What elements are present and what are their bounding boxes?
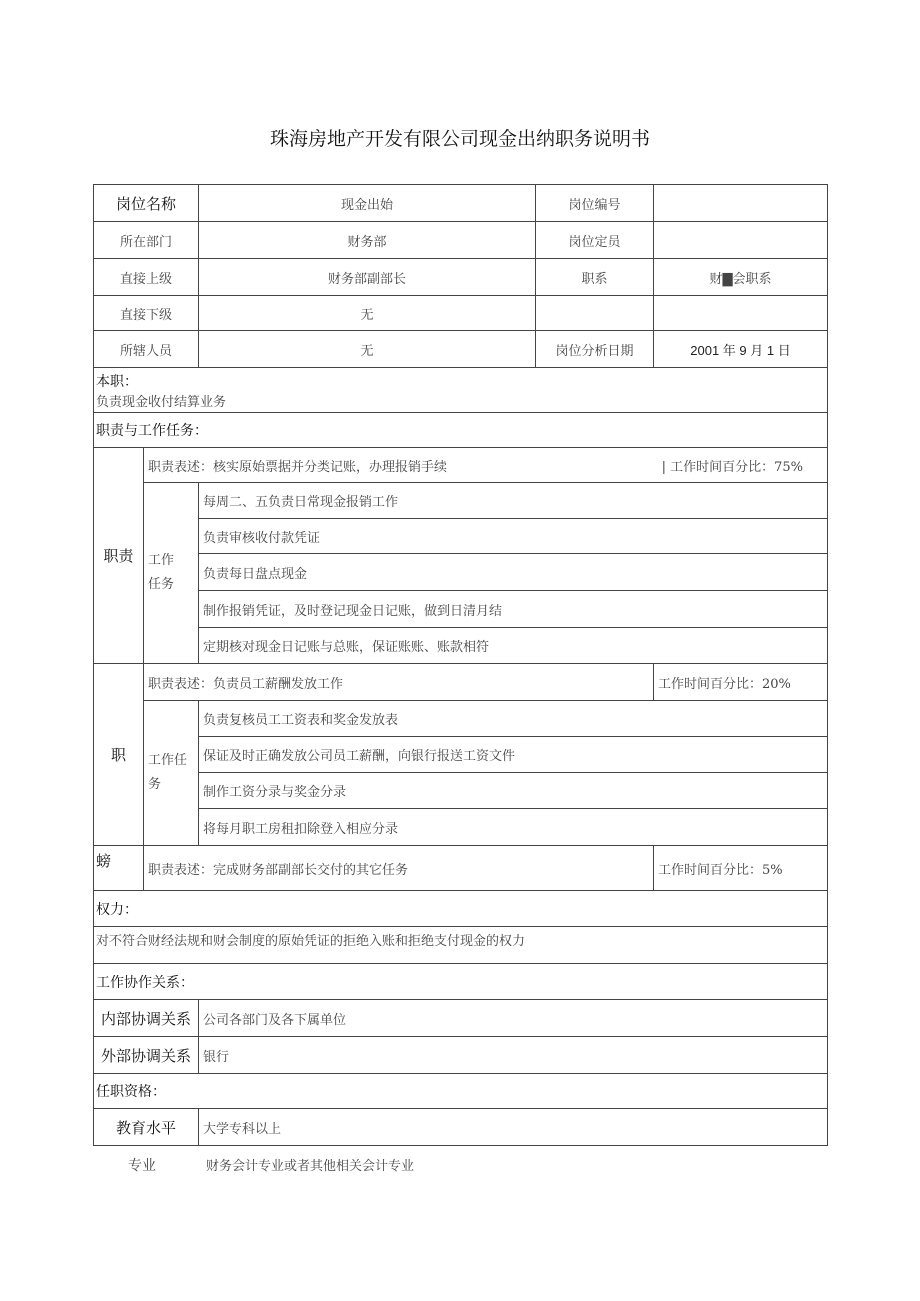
task-item: 制作报销凭证，及时登记现金日记账，做到日清月结: [198, 590, 828, 628]
major-value: 财务会计专业或者其他相关会计专业: [206, 1159, 415, 1174]
label-series: 职系: [535, 258, 654, 296]
dept: 财务部: [198, 221, 536, 259]
task-item: 负责审核收付款凭证: [198, 518, 828, 554]
block2-percent: 工作时间百分比：20%: [653, 663, 828, 701]
internal-value: 公司各部门及各下属单位: [198, 999, 828, 1037]
task-item: 每周二、五负责日常现金报销工作: [198, 482, 828, 519]
authority-label: 权力：: [93, 890, 828, 927]
label-subordinate: 直接下级: [93, 295, 199, 331]
task-item: 制作工资分录与奖金分录: [198, 772, 828, 809]
block1-summary: [143, 447, 828, 483]
position-code: [653, 184, 828, 222]
quota: [653, 221, 828, 259]
block2-summary: 职责表述：负责员工薪酬发放工作: [143, 663, 654, 701]
major-label: 专业: [128, 1158, 156, 1174]
position-name: 现金出始: [198, 184, 536, 222]
block3-side-label: 螃: [93, 845, 144, 891]
label-analysis-date: 岗位分析日期: [535, 330, 654, 368]
block1-percent: | 工作时间百分比：75%: [661, 459, 803, 475]
task-item: 负责复核员工工资表和奖金发放表: [198, 700, 828, 737]
block2-task-label: 工作任务: [143, 700, 199, 846]
responsibilities-label: 职责与工作任务：: [93, 412, 828, 448]
block3-percent: 工作时间百分比：5%: [653, 845, 828, 891]
internal-label: 内部协调关系: [93, 999, 199, 1037]
cooperation-label: 工作协作关系：: [93, 963, 828, 1000]
analysis-date: 2001 年 9 月 1 日: [653, 330, 828, 368]
label-dept: 所在部门: [93, 221, 199, 259]
staff: 无: [198, 330, 536, 368]
block2-side-label: 职: [93, 663, 144, 846]
page-title: 珠海房地产开发有限公司现金出纳职务说明书: [269, 128, 650, 150]
block1-summary-text: 职责表述：核实原始票据并分类记账，办理报销手续: [148, 459, 448, 475]
label-staff: 所辖人员: [93, 330, 199, 368]
duty-section: [93, 367, 828, 413]
task-item: 负责每日盘点现金: [198, 553, 828, 591]
label-superior: 直接上级: [93, 258, 199, 296]
superior: 财务部副部长: [198, 258, 536, 296]
label-quota: 岗位定员: [535, 221, 654, 259]
task-item: 保证及时正确发放公司员工薪酬，向银行报送工资文件: [198, 736, 828, 773]
subordinate: 无: [198, 295, 536, 331]
empty-cell: [653, 295, 828, 331]
external-value: 银行: [198, 1036, 828, 1074]
duty-label: 本职：: [96, 373, 138, 390]
duty-text: 负责现金收付结算业务: [96, 394, 227, 410]
block1-task-label: 工作任务: [143, 482, 199, 664]
series: 财▇会职系: [653, 258, 828, 296]
external-label: 外部协调关系: [93, 1036, 199, 1074]
block3-summary: 职责表述：完成财务部副部长交付的其它任务: [143, 845, 654, 891]
authority-text: 对不符合财经法规和财会制度的原始凭证的拒绝入账和拒绝支付现金的权力: [93, 926, 828, 964]
education-label: 教育水平: [93, 1108, 199, 1146]
label-position-name: 岗位名称: [93, 184, 199, 222]
block1-side-label: 职责: [93, 447, 144, 664]
education-value: 大学专科以上: [198, 1108, 828, 1146]
task-item: 定期核对现金日记账与总账，保证账账、账款相符: [198, 627, 828, 664]
qualification-label: 任职资格：: [93, 1073, 828, 1109]
task-item: 将每月职工房租扣除登入相应分录: [198, 808, 828, 846]
empty-cell: [535, 295, 654, 331]
label-position-code: 岗位编号: [535, 184, 654, 222]
